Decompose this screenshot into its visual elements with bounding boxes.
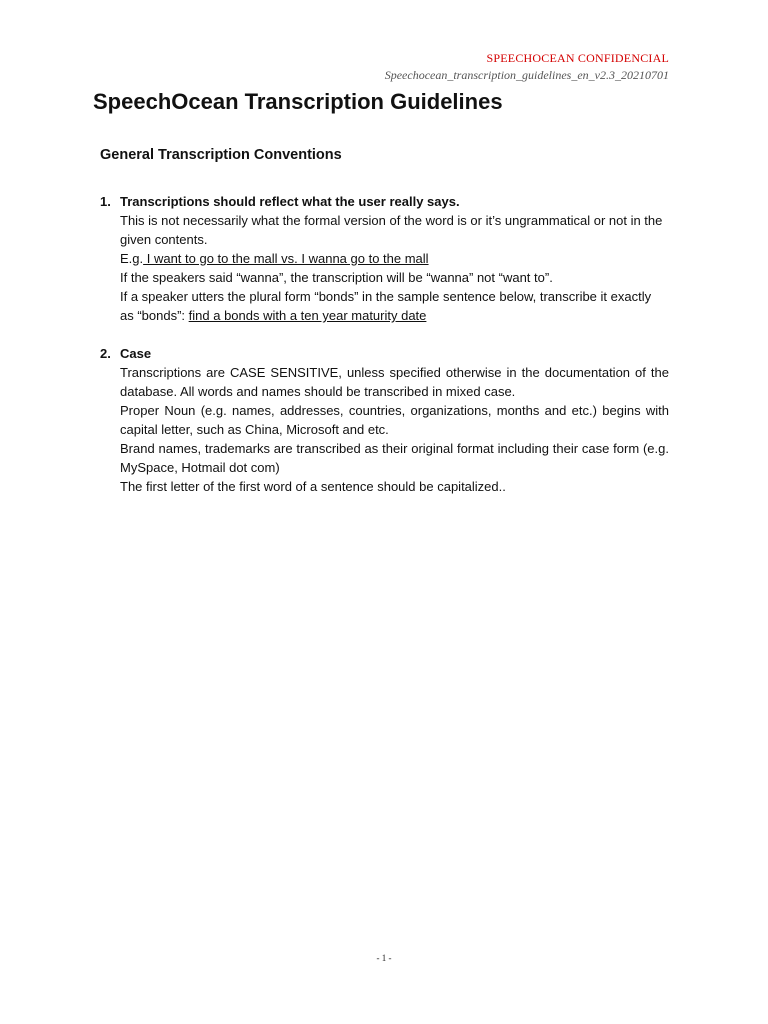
convention-section-1: [100, 192, 669, 325]
example-sentence-bonds: find a bonds with a ten year maturity date: [188, 308, 427, 323]
page-title: SpeechOcean Transcription Guidelines: [93, 89, 503, 114]
section-2-paragraph-4: The first letter of the first word of a sentence should be capitalized..: [120, 479, 506, 494]
section-2-paragraph-3: Brand names, trademarks are transcribed as their original format including their case form (e.g. MySpace, Hotmail dot com): [120, 441, 669, 475]
section-1-line-3: If the speakers said “wanna”, the transcription will be “wanna” not “want to”.: [120, 270, 553, 285]
convention-section-2: [100, 344, 669, 496]
example-sentence-wanna: I want to go to the mall vs. I wanna go to the mall: [143, 251, 429, 266]
section-2-number: 2.: [100, 346, 111, 361]
confidential-label: SPEECHOCEAN CONFIDENCIAL: [486, 51, 669, 65]
section-2-body: [100, 363, 669, 496]
section-subtitle: General Transcription Conventions: [100, 147, 342, 163]
section-1-line-4: If a speaker utters the plural form “bonds” in the sample sentence below, transcribe it exactly: [120, 289, 652, 304]
section-1-heading: [100, 192, 669, 211]
example-prefix: E.g.: [120, 251, 144, 266]
section-2-paragraph-2: Proper Noun (e.g. names, addresses, countries, organizations, months and etc.) begins with capital letter, such as China, Microsoft and etc.: [120, 403, 669, 437]
section-1-heading-text: Transcriptions should reflect what the user really says.: [120, 194, 460, 209]
page-number: - 1 -: [376, 953, 392, 963]
section-2-heading-text: Case: [120, 346, 152, 361]
bonds-prefix: as “bonds”:: [120, 308, 189, 323]
document-filename: Speechocean_transcription_guidelines_en_v2.3_20210701: [384, 68, 669, 82]
section-2-heading: [100, 344, 669, 363]
section-1-number: 1.: [100, 194, 111, 209]
section-1-body: [100, 211, 669, 325]
section-1-line-5: [120, 306, 669, 325]
section-2-paragraph-1: Transcriptions are CASE SENSITIVE, unless specified otherwise in the documentation of the database. All words and names should be transcribed in mixed case.: [120, 365, 669, 399]
section-1-line-2: [120, 249, 669, 268]
section-1-line-1: This is not necessarily what the formal version of the word is or it’s ungrammatical or not in the given contents.: [120, 213, 663, 247]
